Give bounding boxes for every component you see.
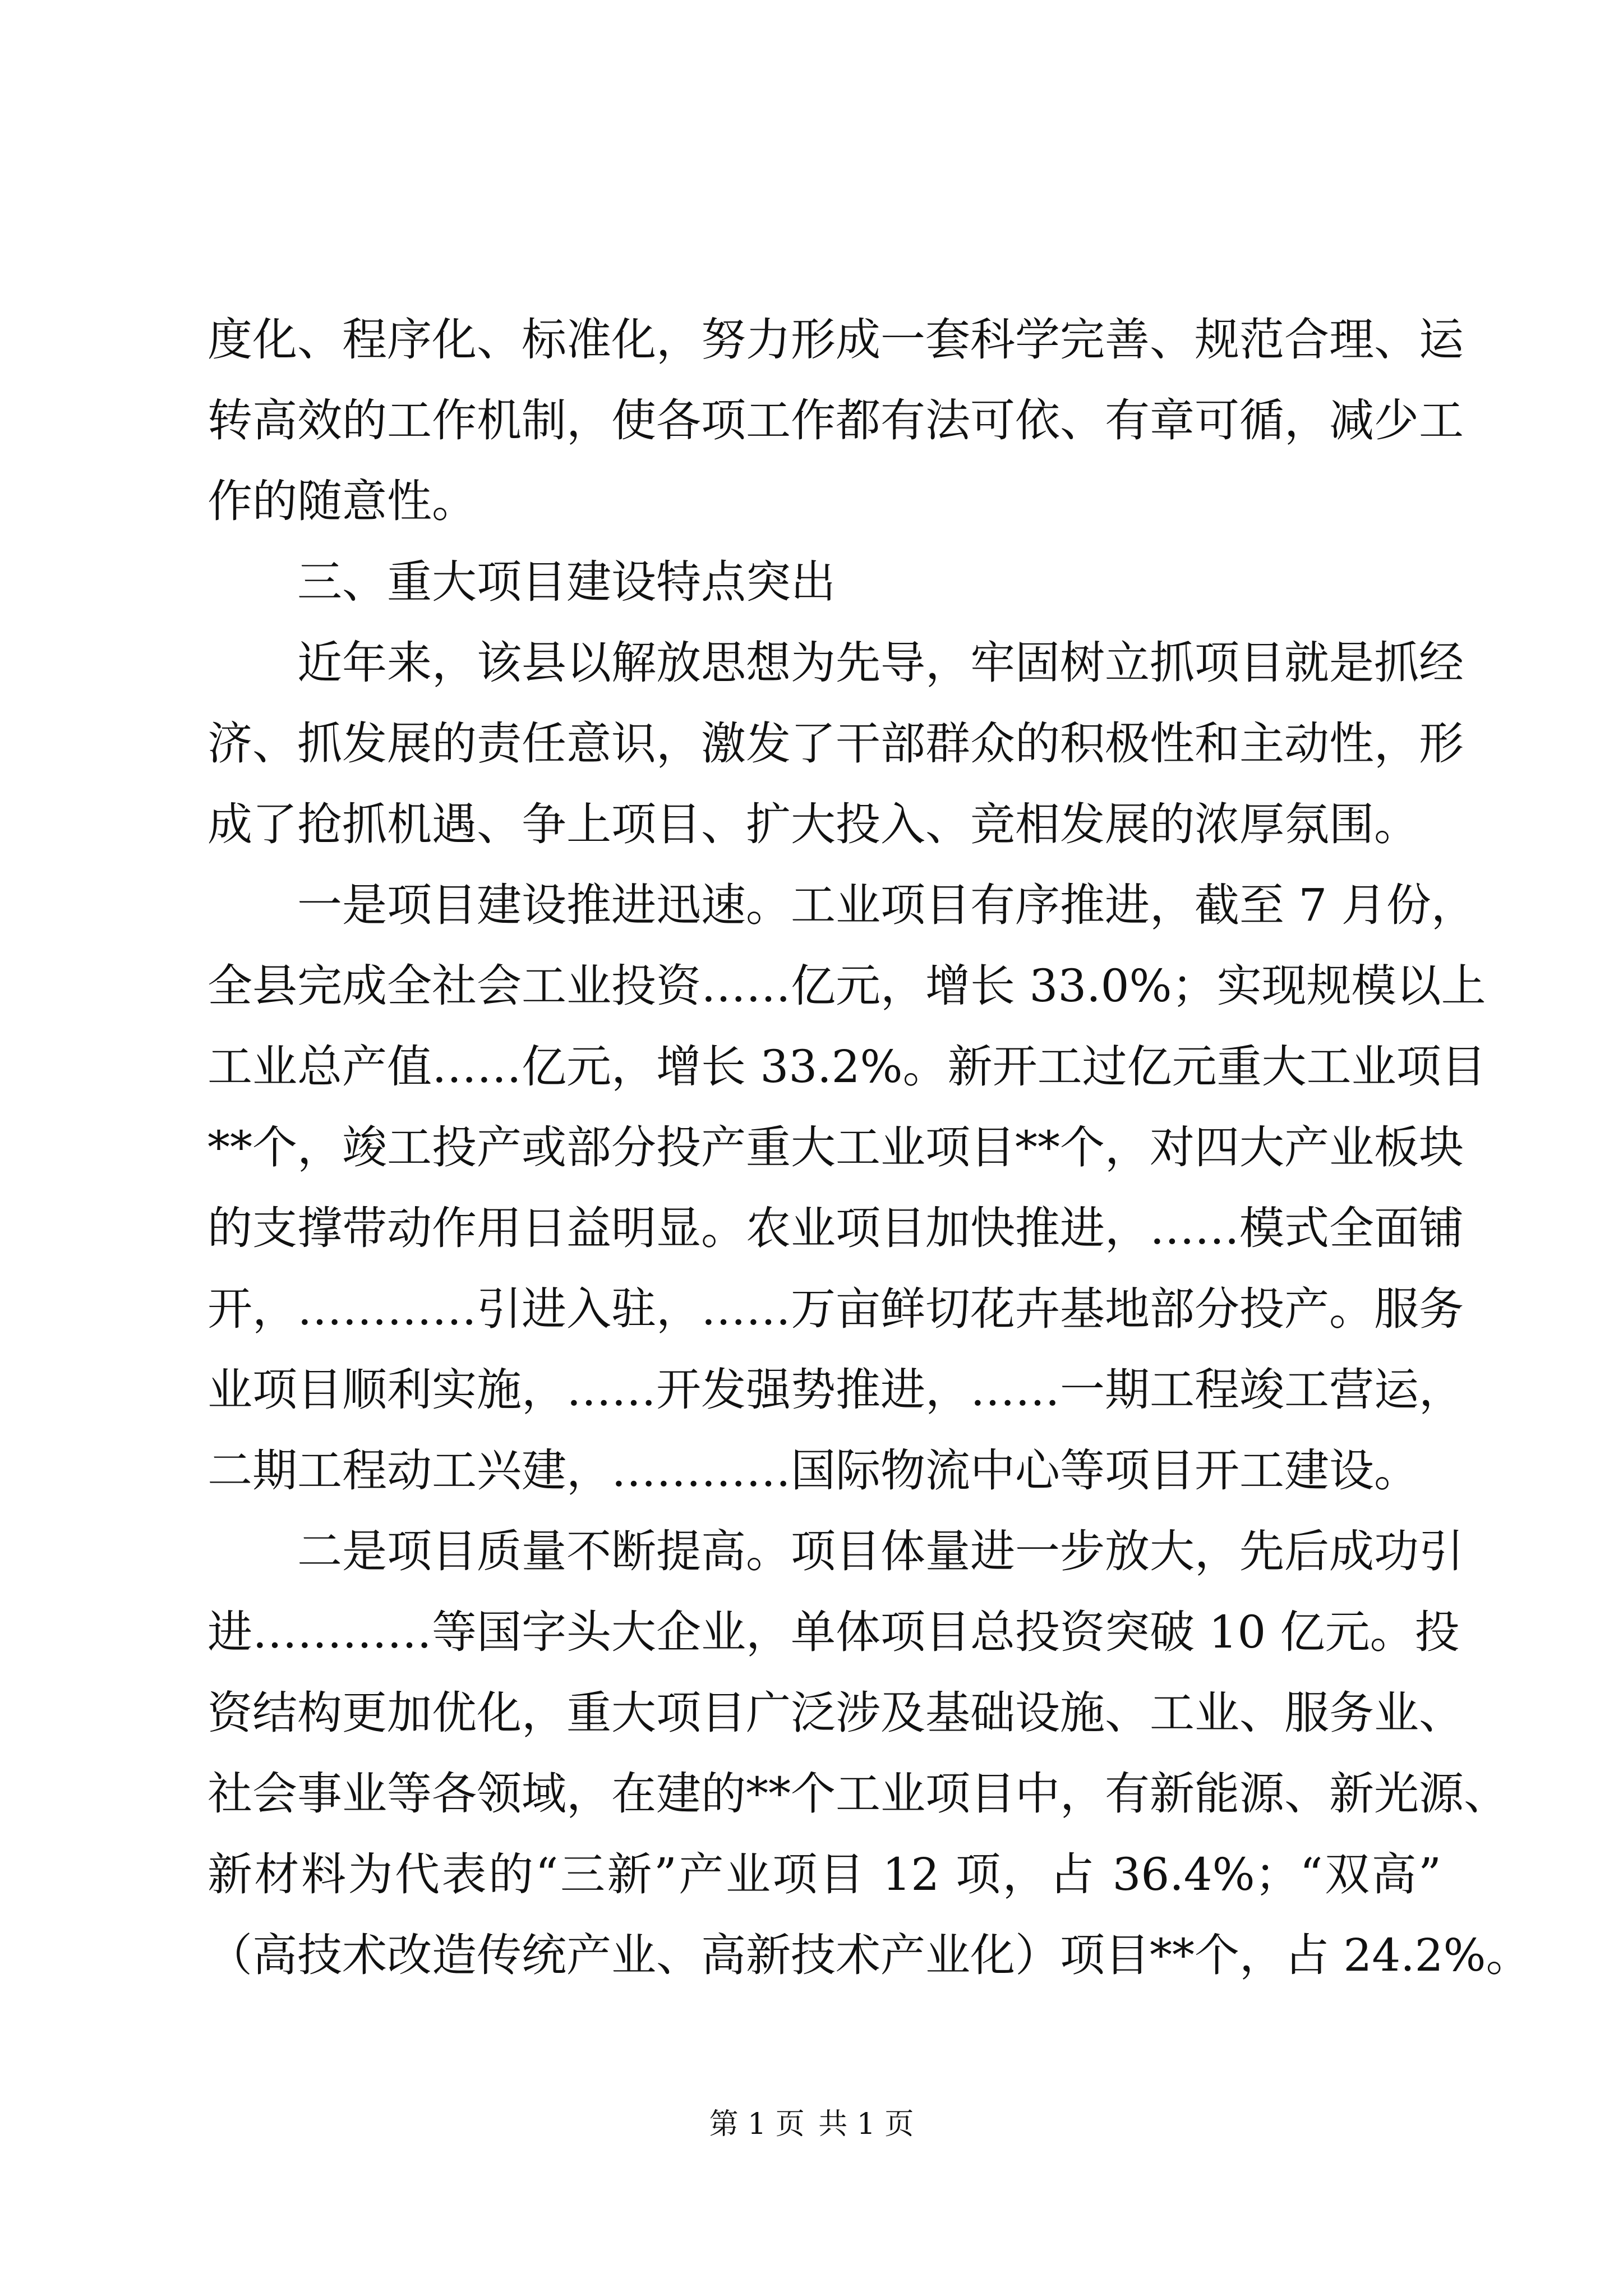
paragraph-line: 业项目顺利实施，……开发强势推进，……一期工程竣工营运， [208, 1364, 1464, 1416]
page-footer [0, 2106, 1623, 2142]
paragraph-line: 进…………等国字头大企业，单体项目总投资突破 10 亿元。投 [208, 1606, 1460, 1658]
paragraph-line: 济、抓发展的责任意识，激发了干部群众的积极性和主动性，形 [208, 717, 1464, 770]
paragraph-line: 全县完成全社会工业投资……亿元，增长 33.0%；实现规模以上 [208, 960, 1486, 1012]
paragraph-line: 近年来，该县以解放思想为先导，牢固树立抓项目就是抓经 [297, 637, 1464, 689]
section-heading: 三、重大项目建设特点突出 [297, 556, 836, 608]
paragraph-line: **个，竣工投产或部分投产重大工业项目**个，对四大产业板块 [208, 1121, 1464, 1174]
paragraph-line: 二是项目质量不断提高。项目体量进一步放大，先后成功引 [297, 1525, 1464, 1577]
paragraph-line: 开，…………引进入驻，……万亩鲜切花卉基地部分投产。服务 [208, 1283, 1464, 1335]
page-total: 共 1 页 [818, 2108, 914, 2141]
paragraph-line: 转高效的工作机制，使各项工作都有法可依、有章可循，减少工 [208, 394, 1464, 447]
paragraph-line: 一是项目建设推进迅速。工业项目有序推进，截至 7 月份， [297, 879, 1476, 931]
paragraph-line: 工业总产值……亿元，增长 33.2%。新开工过亿元重大工业项目 [208, 1041, 1486, 1093]
paragraph-line: 的支撑带动作用日益明显。农业项目加快推进，……模式全面铺 [208, 1202, 1464, 1254]
paragraph-line: 度化、程序化、标准化，努力形成一套科学完善、规范合理、运 [208, 314, 1464, 366]
paragraph-line: 作的随意性。 [208, 475, 477, 527]
paragraph-line: 二期工程动工兴建，…………国际物流中心等项目开工建设。 [208, 1444, 1419, 1497]
paragraph-line: 社会事业等各领域，在建的**个工业项目中，有新能源、新光源、 [208, 1768, 1509, 1820]
page-number: 第 1 页 [709, 2108, 805, 2141]
paragraph-line: 成了抢抓机遇、争上项目、扩大投入、竞相发展的浓厚氛围。 [208, 798, 1419, 850]
paragraph-line: 资结构更加优化，重大项目广泛涉及基础设施、工业、服务业、 [208, 1687, 1464, 1739]
paragraph-line: 新材料为代表的“三新”产业项目 12 项，占 36.4%；“双高” [208, 1848, 1441, 1901]
paragraph-line: （高技术改造传统产业、高新技术产业化）项目**个，占 24.2%。 [208, 1929, 1531, 1981]
